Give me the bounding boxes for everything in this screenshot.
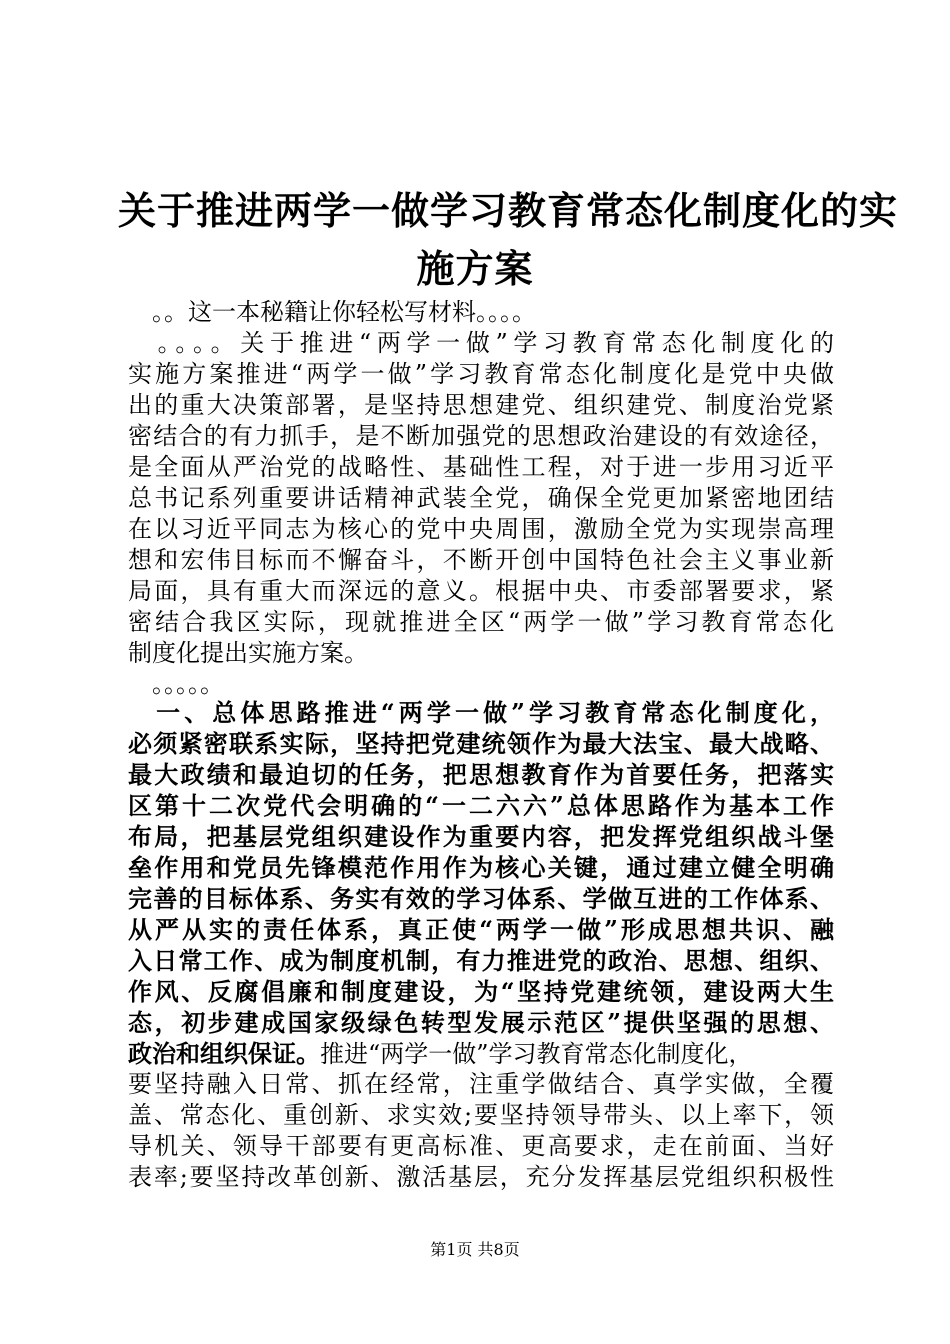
paragraph-line: 出的重大决策部署，是坚持思想建党、组织建党、制度治党紧 <box>128 391 834 419</box>
paragraph-line: 作风、反腐倡廉和制度建设，为“坚持党建统领，建设两大生 <box>128 977 834 1006</box>
paragraph-line: 态，初步建成国家级绿色转型发展示范区”提供坚强的思想、 <box>128 1008 834 1037</box>
paragraph-line: 想和宏伟目标而不懈奋斗，不断开创中国特色社会主义事业新 <box>128 546 834 574</box>
paragraph-mixed-line <box>128 1038 834 1069</box>
paragraph-line: 盖、常态化、重创新、求实效;要坚持领导带头、以上率下，领 <box>128 1101 834 1129</box>
paragraph-background <box>128 328 834 669</box>
paragraph-line: 入日常工作、成为制度机制，有力推进党的政治、思想、组织、 <box>128 946 834 975</box>
paragraph-line: 在以习近平同志为核心的党中央周围，激励全党为实现崇高理 <box>128 515 834 543</box>
paragraph-line: 布局，把基层党组织建设作为重要内容，把发挥党组织战斗堡 <box>128 822 834 851</box>
paragraph-line: 是全面从严治党的战略性、基础性工程，对于进一步用习近平 <box>128 453 834 481</box>
paragraph-line: 完善的目标体系、务实有效的学习体系、学做互进的工作体系、 <box>128 884 834 913</box>
intro-line: 。。这一本秘籍让你轻松写材料。。。。 <box>128 298 536 326</box>
paragraph-line: 最大政绩和最迫切的任务，把思想教育作为首要任务，把落实 <box>128 760 834 789</box>
paragraph-line: 要坚持融入日常、抓在经常，注重学做结合、真学实做，全覆 <box>128 1070 834 1098</box>
document-title-line-2: 施方案 <box>416 247 534 291</box>
paragraph-line: 密结合我区实际，现就推进全区“两学一做”学习教育常态化 <box>128 608 834 636</box>
paragraph-line: 总书记系列重要讲话精神武装全党，确保全党更加紧密地团结 <box>128 484 834 512</box>
paragraph-line: 制度化提出实施方案。 <box>128 639 368 667</box>
section-heading-line: 一、总体思路推进“两学一做”学习教育常态化制度化， <box>128 698 834 727</box>
paragraph-line: 局面，具有重大而深远的意义。根据中央、市委部署要求，紧 <box>128 577 834 605</box>
document-title-line-1: 关于推进两学一做学习教育常态化制度化的实 <box>118 189 899 233</box>
dots-line: 。。。。。 <box>128 670 224 698</box>
paragraph-line: 区第十二次党代会明确的“一二六六”总体思路作为基本工作 <box>128 791 834 820</box>
paragraph-line: 导机关、领导干部要有更高标准、更高要求，走在前面、当好 <box>128 1132 834 1160</box>
paragraph-line: 表率;要坚持改革创新、激活基层，充分发挥基层党组织积极性 <box>128 1163 834 1191</box>
bold-text-segment: 政治和组织保证。 <box>128 1039 320 1068</box>
paragraph-line: 。。。。关于推进“两学一做”学习教育常态化制度化的 <box>128 329 834 357</box>
paragraph-line: 实施方案推进“两学一做”学习教育常态化制度化是党中央做 <box>128 360 834 388</box>
paragraph-line: 从严从实的责任体系，真正使“两学一做”形成思想共识、融 <box>128 915 834 944</box>
paragraph-line: 垒作用和党员先锋模范作用作为核心关键，通过建立健全明确 <box>128 853 834 882</box>
paragraph-line: 必须紧密联系实际，坚持把党建统领作为最大法宝、最大战略、 <box>128 729 834 758</box>
intro-paragraph <box>128 297 834 328</box>
dots-line-paragraph <box>128 669 834 700</box>
paragraph-line: 密结合的有力抓手，是不断加强党的思想政治建设的有效途径， <box>128 422 834 450</box>
page-footer: 第1页 共8页 <box>430 1240 520 1259</box>
normal-text-segment: 推进“两学一做”学习教育常态化制度化， <box>320 1040 753 1068</box>
paragraph-overall-approach <box>128 697 834 1193</box>
